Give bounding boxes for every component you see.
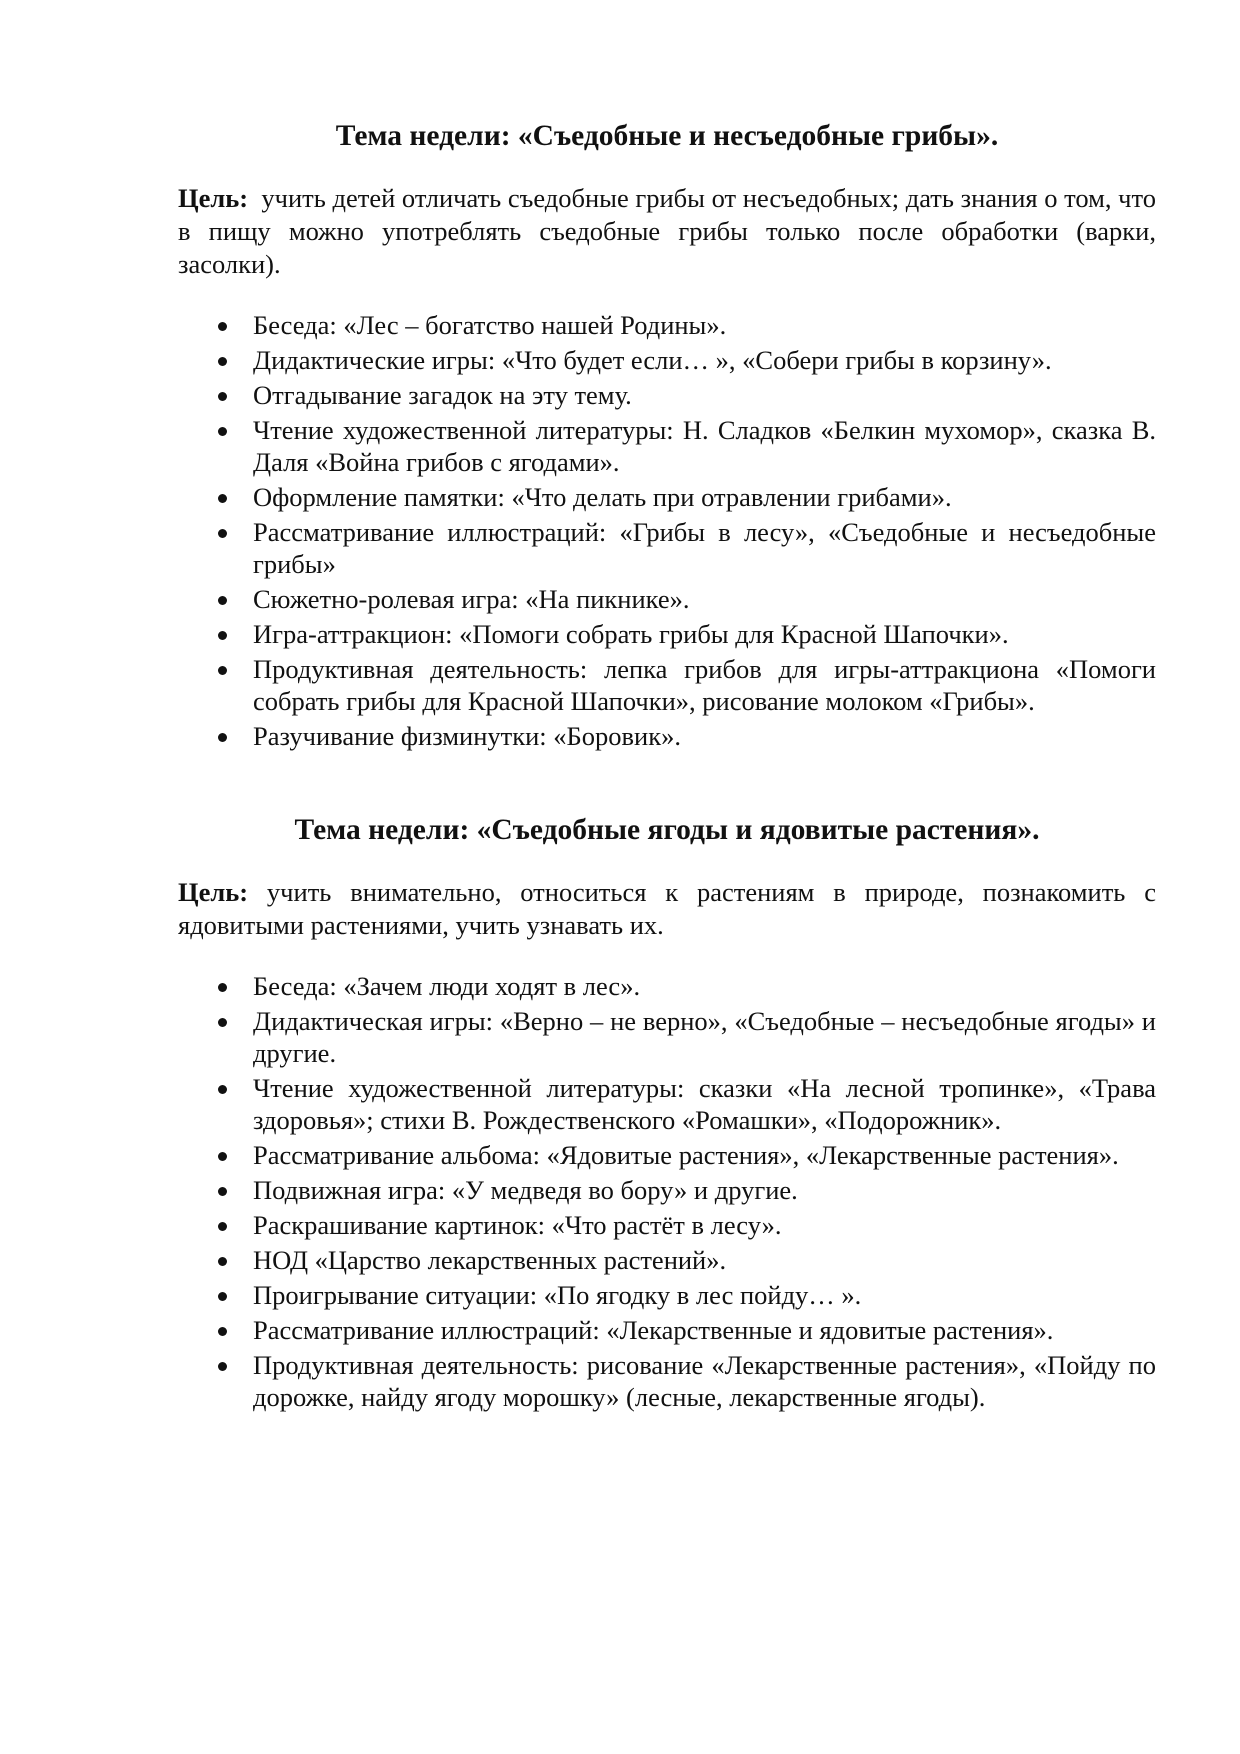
list-item-text: Дидактическая игры: «Верно – не верно», «Съедобные – несъедобные ягоды» и другие. [253, 1006, 1156, 1068]
goal-label: Цель: [178, 877, 249, 907]
bullet-icon [218, 494, 227, 503]
list-item [178, 344, 1156, 376]
list-item-text: Рассматривание иллюстраций: «Грибы в лесу», «Съедобные и несъедобные грибы» [253, 517, 1156, 579]
list-item-text: Чтение художественной литературы: Н. Сладков «Белкин мухомор», сказка В. Даля «Война грибов с ягодами». [253, 415, 1156, 477]
list-item-text: Рассматривание иллюстраций: «Лекарственные и ядовитые растения». [253, 1315, 1054, 1345]
list-item-text: НОД «Царство лекарственных растений». [253, 1245, 727, 1275]
bullet-icon [218, 666, 227, 675]
bullet-icon [218, 1292, 227, 1301]
list-item [178, 1072, 1156, 1136]
bullet-icon [218, 529, 227, 538]
list-item-text: Беседа: «Лес – богатство нашей Родины». [253, 310, 727, 340]
bullet-icon [218, 392, 227, 401]
section1-title: Тема недели: «Съедобные и несъедобные грибы». [335, 120, 999, 152]
list-item-text: Раскрашивание картинок: «Что растёт в лесу». [253, 1210, 782, 1240]
bullet-icon [218, 1085, 227, 1094]
list-item-text: Сюжетно-ролевая игра: «На пикнике». [253, 584, 690, 614]
document-page [178, 118, 1163, 1416]
list-item [178, 1244, 1156, 1276]
list-item [178, 1279, 1156, 1311]
list-item [178, 516, 1156, 580]
bullet-icon [218, 1187, 227, 1196]
list-item-text: Беседа: «Зачем люди ходят в лес». [253, 971, 641, 1001]
bullet-icon [218, 733, 227, 742]
bullet-icon [218, 427, 227, 436]
bullet-icon [218, 1257, 227, 1266]
list-item [178, 970, 1156, 1002]
list-item [178, 618, 1156, 650]
list-item [178, 481, 1156, 513]
bullet-icon [218, 596, 227, 605]
list-item [178, 309, 1156, 341]
goal-text: учить внимательно, относиться к растениям в природе, познакомить с ядовитыми растениями, учить узнавать их. [178, 877, 1163, 940]
list-item [178, 720, 1156, 752]
list-item [178, 1174, 1156, 1206]
list-item-text: Продуктивная деятельность: лепка грибов для игры-аттракциона «Помоги собрать грибы для Красной Шапочки», рисование молоком «Грибы». [253, 654, 1156, 716]
section2-activity-list [178, 970, 1156, 1413]
list-item-text: Оформление памятки: «Что делать при отравлении грибами». [253, 482, 952, 512]
bullet-icon [218, 1018, 227, 1027]
list-item [178, 1349, 1156, 1413]
list-item-text: Подвижная игра: «У медведя во бору» и другие. [253, 1175, 798, 1205]
list-item [178, 1139, 1156, 1171]
list-item-text: Отгадывание загадок на эту тему. [253, 380, 632, 410]
bullet-icon [218, 1222, 227, 1231]
list-item-text: Рассматривание альбома: «Ядовитые растения», «Лекарственные растения». [253, 1140, 1119, 1170]
bullet-icon [218, 1362, 227, 1371]
bullet-icon [218, 1327, 227, 1336]
section1-activity-list [178, 309, 1156, 752]
list-item [178, 1005, 1156, 1069]
bullet-icon [218, 1152, 227, 1161]
list-item [178, 1209, 1156, 1241]
section1-goal [178, 182, 1163, 281]
list-item [178, 414, 1156, 478]
list-item-text: Проигрывание ситуации: «По ягодку в лес пойду… ». [253, 1280, 862, 1310]
list-item-text: Игра-аттракцион: «Помоги собрать грибы для Красной Шапочки». [253, 619, 1009, 649]
list-item-text: Дидактические игры: «Что будет если… », «Собери грибы в корзину». [253, 345, 1052, 375]
bullet-icon [218, 631, 227, 640]
list-item [178, 379, 1156, 411]
list-item [178, 583, 1156, 615]
bullet-icon [218, 322, 227, 331]
goal-label: Цель: [178, 183, 249, 213]
list-item-text: Чтение художественной литературы: сказки «На лесной тропинке», «Трава здоровья»; стихи В. Рождественского «Ромашки», «Подорожник». [253, 1073, 1156, 1135]
bullet-icon [218, 357, 227, 366]
list-item-text: Разучивание физминутки: «Боровик». [253, 721, 681, 751]
bullet-icon [218, 983, 227, 992]
section2-title: Тема недели: «Съедобные ягоды и ядовитые растения». [294, 814, 1040, 846]
section2-goal [178, 876, 1163, 942]
list-item [178, 653, 1156, 717]
goal-text: учить детей отличать съедобные грибы от несъедобных; дать знания о том, что в пищу можно употреблять съедобные грибы только после обработки (варки, засолки). [178, 183, 1163, 279]
list-item [178, 1314, 1156, 1346]
list-item-text: Продуктивная деятельность: рисование «Лекарственные растения», «Пойду по дорожке, найду ягоду морошку» (лесные, лекарственные ягоды). [253, 1350, 1156, 1412]
